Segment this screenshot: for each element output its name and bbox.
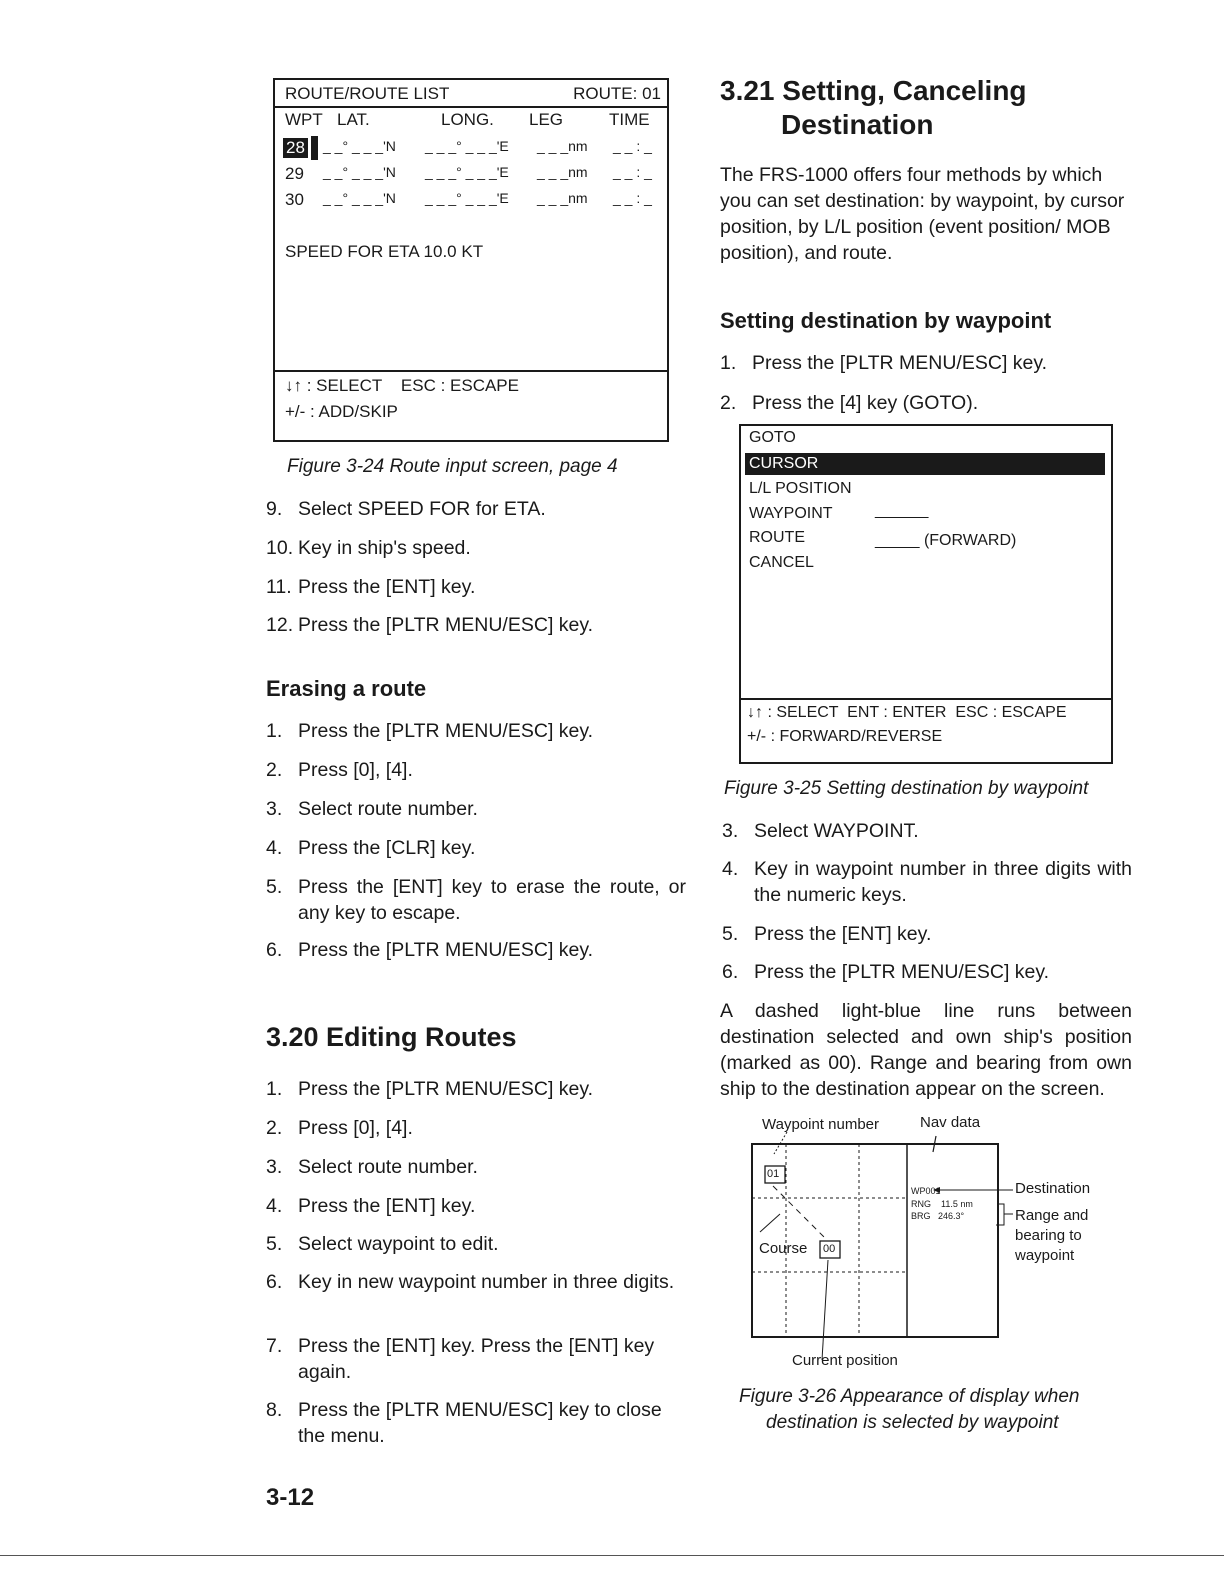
page-number: 3-12 <box>266 1484 315 1511</box>
list-item: 1. Press the [PLTR MENU/ESC] key. <box>720 352 1048 374</box>
list-item: 10. Key in ship's speed. <box>266 537 471 559</box>
list-item: 4. Press the [ENT] key. <box>266 1195 476 1217</box>
list-item: 7. Press the [ENT] key. Press the [ENT] key again. <box>266 1335 655 1383</box>
list-item: 9. Select SPEED FOR for ETA. <box>266 498 546 520</box>
lat-field[interactable]: _ _° _ _ _'N <box>323 190 396 206</box>
dashed-line-paragraph: A dashed light-blue line runs between destination selected and own ship's position (marked as 00). Range and bearing from own ship to the destination appear on the screen. <box>720 1000 1132 1100</box>
page-bottom-rule <box>0 1555 1224 1556</box>
col-time: TIME <box>609 110 650 129</box>
label-destination: Destination <box>1015 1180 1091 1197</box>
waypoint-number-field[interactable]: ______ <box>875 502 929 519</box>
nav-bearing: BRG 246.3° <box>911 1211 965 1221</box>
list-item: 2. Press [0], [4]. <box>266 759 413 781</box>
label-range-bearing: Range and bearing to waypoint <box>1015 1207 1089 1264</box>
list-item: 1. Press the [PLTR MENU/ESC] key. <box>266 720 594 742</box>
list-item: 6. Press the [PLTR MENU/ESC] key. <box>266 939 594 961</box>
lat-field[interactable]: _ _° _ _ _'N <box>323 164 396 180</box>
setting-by-waypoint-heading: Setting destination by waypoint <box>720 308 1052 333</box>
list-item: 1. Press the [PLTR MENU/ESC] key. <box>266 1078 594 1100</box>
list-item: 4. Key in waypoint number in three digits with the numeric keys. <box>722 858 1132 906</box>
route-footer-select: ↓↑ : SELECT ESC : ESCAPE <box>285 376 519 395</box>
erasing-heading: Erasing a route <box>266 676 427 701</box>
section-3-20-heading: 3.20 Editing Routes <box>266 1022 517 1052</box>
time-field: _ _ : _ <box>613 190 652 206</box>
list-item: 6. Press the [PLTR MENU/ESC] key. <box>722 961 1050 983</box>
time-field: _ _ : _ <box>613 164 652 180</box>
leg-field: _ _ _nm <box>537 190 588 206</box>
col-leg: LEG <box>529 110 564 129</box>
figure-3-26-caption-line1: Figure 3-26 Appearance of display when <box>739 1386 1080 1407</box>
list-item: 5. Press the [ENT] key to erase the route, or any key to escape. <box>266 876 686 924</box>
nav-range: RNG 11.5 nm <box>911 1199 973 1209</box>
label-waypoint-number: Waypoint number <box>762 1116 879 1133</box>
list-item: 4. Press the [CLR] key. <box>266 837 476 859</box>
col-wpt: WPT <box>285 110 323 129</box>
label-current-position: Current position <box>792 1352 898 1369</box>
col-long: LONG. <box>441 110 494 129</box>
route-number: ROUTE: 01 <box>573 84 661 103</box>
list-item: 3. Select route number. <box>266 1156 478 1178</box>
list-item: 2. Press the [4] key (GOTO). <box>720 392 979 414</box>
goto-item-cancel[interactable]: CANCEL <box>749 554 814 571</box>
figure-3-26-caption-line2: destination is selected by waypoint <box>766 1412 1059 1433</box>
long-field[interactable]: _ _ _° _ _ _'E <box>425 164 509 180</box>
list-item: 11. Press the [ENT] key. <box>266 576 476 598</box>
list-item: 3. Select WAYPOINT. <box>722 820 919 842</box>
section-3-21-heading-line1: 3.21 Setting, Canceling <box>720 75 1027 106</box>
list-item: 8. Press the [PLTR MENU/ESC] key to close the menu. <box>266 1399 662 1447</box>
nav-waypoint-id: WP001 <box>911 1186 941 1196</box>
list-item: 3. Select route number. <box>266 798 478 820</box>
list-item: 2. Press [0], [4]. <box>266 1117 413 1139</box>
figure-3-25-caption: Figure 3-25 Setting destination by waypoint <box>724 778 1089 799</box>
lat-field[interactable]: _ _° _ _ _'N <box>323 138 396 154</box>
waypoint-marker: 01 <box>767 1168 780 1180</box>
wpt-28-cell[interactable]: 28 <box>283 138 308 158</box>
goto-footer-select: ↓↑ : SELECT ENT : ENTER ESC : ESCAPE <box>747 704 1067 721</box>
label-nav-data: Nav data <box>920 1114 981 1131</box>
list-item: 6. Key in new waypoint number in three digits. <box>266 1271 675 1293</box>
list-item: 5. Select waypoint to edit. <box>266 1233 499 1255</box>
time-field: _ _ : _ <box>613 138 652 154</box>
goto-item-route[interactable]: ROUTE <box>749 529 805 546</box>
goto-item-ll-position[interactable]: L/L POSITION <box>749 480 852 497</box>
text-cursor <box>311 136 318 160</box>
leg-field: _ _ _nm <box>537 138 588 154</box>
route-input-screen <box>273 78 669 442</box>
wpt-29-cell[interactable]: 29 <box>285 164 304 183</box>
goto-item-cursor[interactable]: CURSOR <box>745 453 1105 475</box>
long-field[interactable]: _ _ _° _ _ _'E <box>425 190 509 206</box>
route-screen-title: ROUTE/ROUTE LIST <box>285 84 450 103</box>
leg-field: _ _ _nm <box>537 164 588 180</box>
col-lat: LAT. <box>337 110 370 129</box>
speed-for-eta[interactable]: SPEED FOR ETA 10.0 KT <box>285 242 484 261</box>
goto-footer-forward: +/- : FORWARD/REVERSE <box>747 728 943 745</box>
own-ship-marker: 00 <box>823 1243 836 1255</box>
route-footer-add: +/- : ADD/SKIP <box>285 402 398 421</box>
goto-item-waypoint[interactable]: WAYPOINT <box>749 505 833 522</box>
long-field[interactable]: _ _ _° _ _ _'E <box>425 138 509 154</box>
section-3-21-heading-line2: Destination <box>781 109 934 140</box>
list-item: 5. Press the [ENT] key. <box>722 923 932 945</box>
route-direction-field[interactable]: _____ (FORWARD) <box>875 532 1017 549</box>
goto-screen <box>739 424 1113 764</box>
goto-title: GOTO <box>749 429 796 446</box>
section-3-21-intro: The FRS-1000 offers four methods by which you can set destination: by waypoint, by cursor position, by L/L position (event position/ MOB position), and route. <box>720 164 1125 264</box>
course-label: Course <box>759 1240 808 1257</box>
list-item: 12. Press the [PLTR MENU/ESC] key. <box>266 614 594 636</box>
figure-3-24-caption: Figure 3-24 Route input screen, page 4 <box>287 456 618 477</box>
wpt-30-cell[interactable]: 30 <box>285 190 304 209</box>
